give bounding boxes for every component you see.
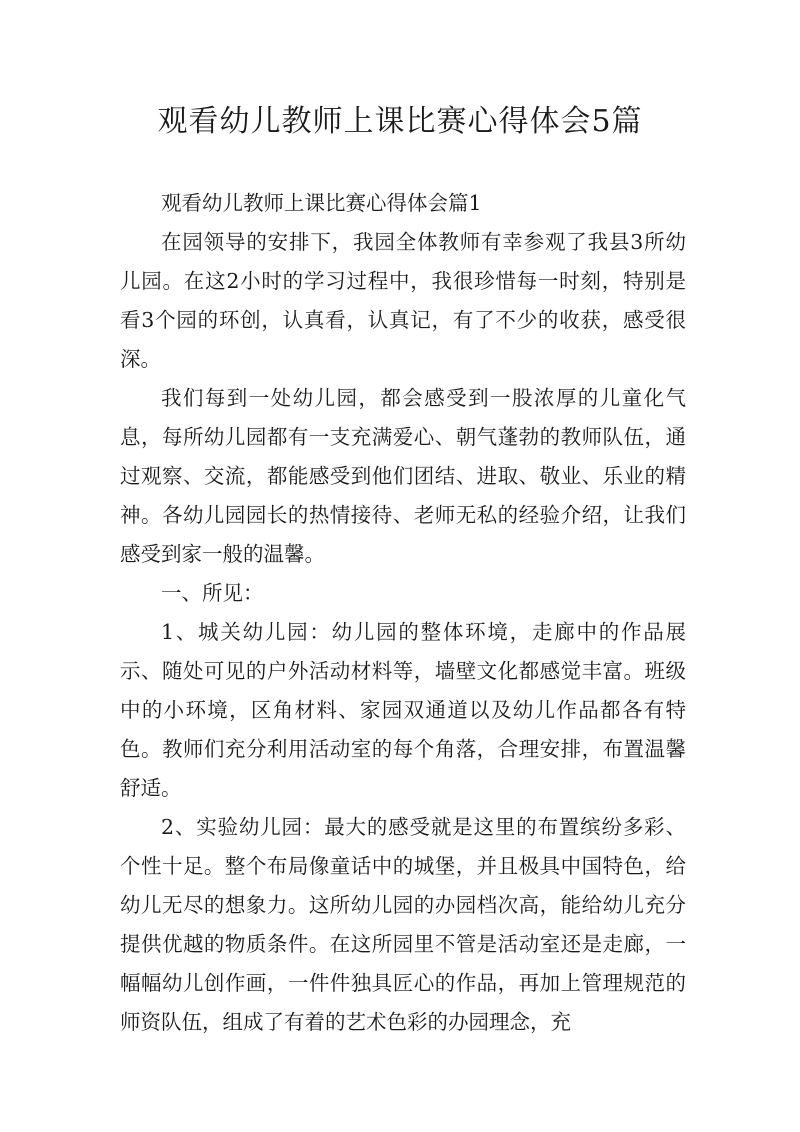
section-heading: 观看幼儿教师上课比赛心得体会篇1 [161, 191, 482, 215]
paragraph-shiyan-kindergarten: 2、实验幼儿园：最大的感受就是这里的布置缤纷多彩、个性十足。整个布局像童话中的城堡，并且极具中国特色，给幼儿无尽的想象力。这所幼儿园的办园档次高，能给幼儿充分提供优越的物质条件。在这所园里不管是活动室还是走廊，一幅幅幼儿创作画，一件件独具匠心的作品，再加上管理规范的师资队伍，组成了有着的艺术色彩的办园理念，充 [120, 815, 686, 1034]
subheading-observations: 一、所见： [161, 581, 264, 605]
paragraph-impression: 我们每到一处幼儿园，都会感受到一股浓厚的儿童化气息，每所幼儿园都有一支充满爱心、朝气蓬勃的教师队伍，通过观察、交流，都能感受到他们团结、进取、敬业、乐业的精神。各幼儿园园长的热情接待、老师无私的经验介绍，让我们感受到家一般的温馨。 [120, 386, 686, 566]
document-title: 观看幼儿教师上课比赛心得体会5篇 [157, 104, 643, 139]
paragraph-chengguan-kindergarten: 1、城关幼儿园：幼儿园的整体环境，走廊中的作品展示、随处可见的户外活动材料等，墙壁文化都感觉丰富。班级中的小环境，区角材料、家园双通道以及幼儿作品都各有特色。教师们充分利用活动室的每个角落，合理安排，布置温馨舒适。 [120, 620, 686, 800]
paragraph-intro: 在园领导的安排下，我园全体教师有幸参观了我县3所幼儿园。在这2小时的学习过程中，我很珍惜每一时刻，特别是看3个园的环创，认真看，认真记，有了不少的收获，感受很深。 [120, 230, 686, 371]
document-body [120, 184, 686, 1042]
